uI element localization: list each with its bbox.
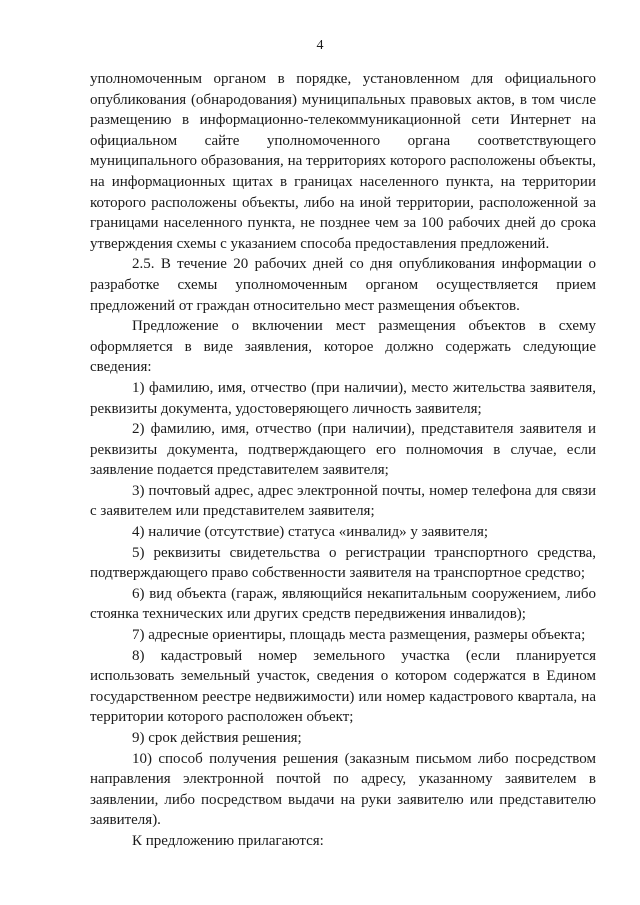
list-item-9: 9) срок действия решения; [132, 730, 302, 746]
list-item-6: 6) вид объекта (гараж, являющийся некапитальным сооружением, либо стоянка технических или других средств передвижения инвалидов); [90, 585, 596, 623]
list-item-4: 4) наличие (отсутствие) статуса «инвалид» у заявителя; [132, 524, 489, 541]
list-item-1: 1) фамилию, имя, отчество (при наличии), место жительства заявителя, реквизиты документа, удостоверяющего личность заявителя; [90, 379, 596, 417]
list-item-2: 2) фамилию, имя, отчество (при наличии), представителя заявителя и реквизиты документа, подтверждающего его полномочия в случае, если заявление подается представителем заявителя; [90, 421, 596, 479]
document-body [90, 69, 596, 852]
list-item-5: 5) реквизиты свидетельства о регистрации транспортного средства, подтверждающего право собственности заявителя на транспортное средство; [90, 544, 596, 582]
list-item-7: 7) адресные ориентиры, площадь места размещения, размеры объекта; [132, 627, 586, 644]
paragraph-proposal-intro: Предложение о включении мест размещения объектов в схему оформляется в виде заявления, которое должно содержать следующие сведения: [90, 318, 596, 376]
page-number: 4 [316, 38, 324, 53]
paragraph-continuation: уполномоченным органом в порядке, установленном для официального опубликования (обнародования) муниципальных правовых актов, в том числе размещению в информационно-телекоммуникационной сети Интернет на официальном сайте уполномоченного органа соответствующего муниципального образования, на территориях которого расположены объекты, на информационных щитах в границах населенного пункта, на территории которого расположены объекты, либо на иной территории, расположенной за границами населенного пункта, не позднее чем за 100 рабочих дней до срока утверждения схемы с указанием способа предоставления предложений. [90, 71, 596, 252]
list-item-8: 8) кадастровый номер земельного участка (если планируется использовать земельный участок, сведения о котором содержатся в Едином государственном реестре недвижимости) или номер кадастрового квартала, на территории которого расположен объект; [90, 647, 596, 726]
list-item-3: 3) почтовый адрес, адрес электронной почты, номер телефона для связи с заявителем или представителем заявителя; [90, 482, 596, 520]
list-item-10: 10) способ получения решения (заказным письмом либо посредством направления электронной почтой по адресу, указанному заявителем в заявлении, либо посредством выдачи на руки заявителю или представителю заявителя). [90, 750, 596, 829]
paragraph-attachments: К предложению прилагаются: [132, 832, 324, 849]
paragraph-section-2-5: 2.5. В течение 20 рабочих дней со дня опубликования информации о разработке схемы уполномоченным органом осуществляется прием предложений от граждан относительно мест размещения объектов. [90, 256, 596, 314]
